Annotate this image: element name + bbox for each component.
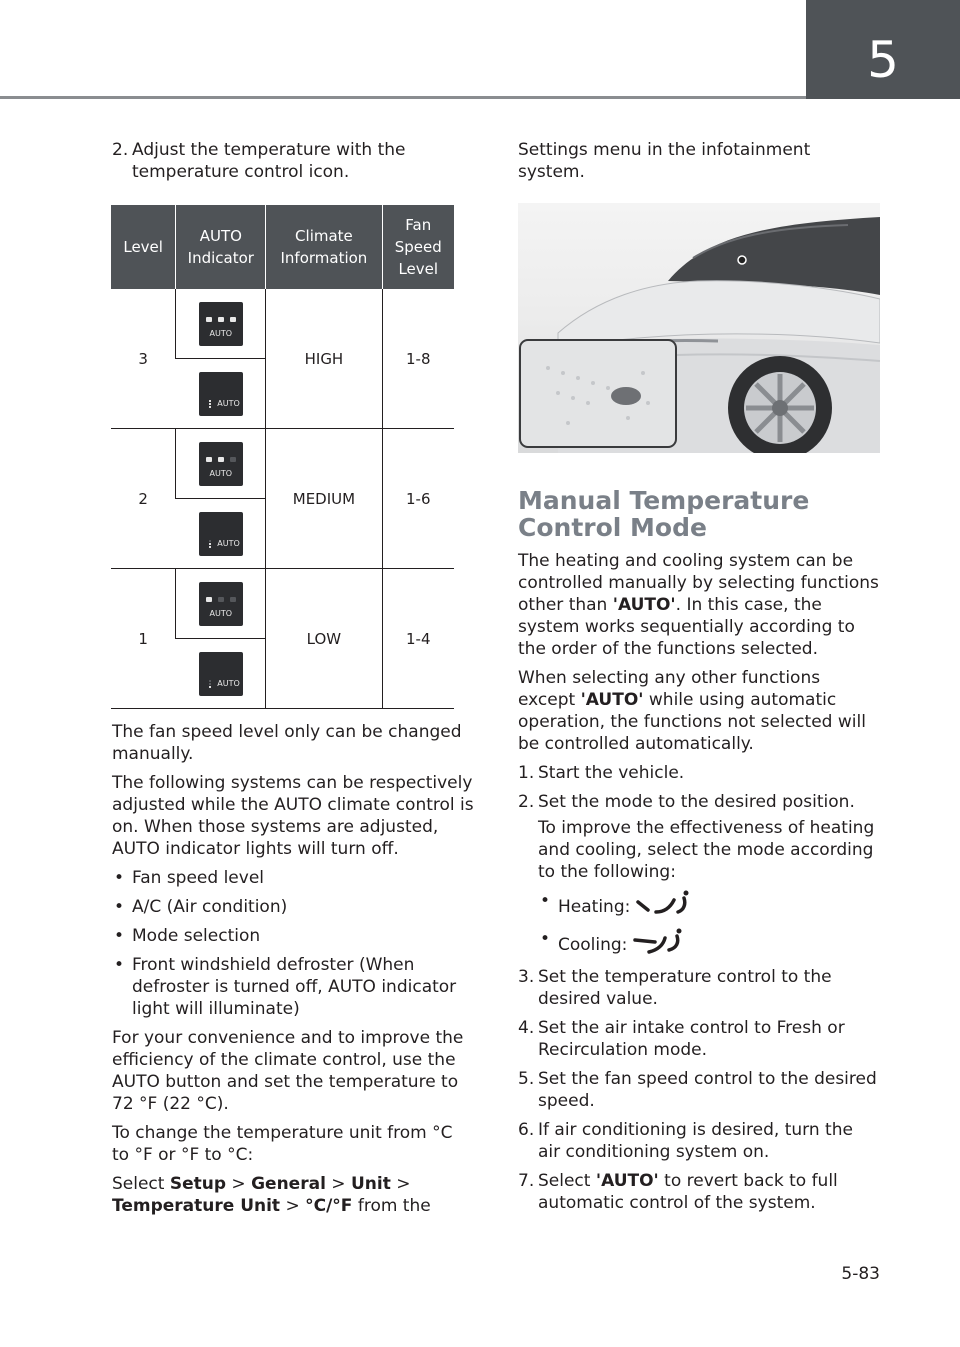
chapter-tab [806,0,960,99]
list-item: • Mode selection [114,926,261,946]
step-7: 7. Select 'AUTO' to revert back to full automatic control of the system. [518,1171,838,1213]
list-item: • A/C (Air condition) [114,897,288,917]
temperature-unit-intro: To change the temperature unit from °C to °F or °F to °C: [112,1123,453,1165]
level-cell: 3 [111,289,176,429]
auto-indicator-cell [176,429,266,499]
temperature-unit-path: Select Setup > General > Unit > Temperature Unit > °C/°F from the [112,1174,431,1216]
step-1: 1. Start the vehicle. [518,763,685,783]
auto-indicator-cell [176,289,266,359]
auto-indicator-label: AUTO [209,608,233,618]
chapter-number: 5 [867,31,899,89]
auto-indicator-cell [176,639,266,709]
step-3: 3. Set the temperature control to the desired value. [518,967,832,1009]
fan-speed-cell: 1-6 [382,429,454,569]
header-fan-speed-level: Fan Speed Level [382,205,454,289]
header-rule [0,96,806,99]
cooling-mode-icon [631,928,687,956]
step-2-detail: To improve the effectiveness of heating and cooling, select the mode according to the following: [538,818,875,882]
auto-indicator-level-1-icon [199,582,243,626]
car-sensor-illustration [518,203,880,453]
step-4: 4. Set the air intake control to Fresh or Recirculation mode. [518,1018,845,1060]
fan-speed-note: The fan speed level only can be changed manually. [112,722,462,764]
climate-cell: MEDIUM [266,429,382,569]
heating-mode: • Heating: • Cooling: [518,890,880,956]
table-row [111,429,454,499]
auto-indicator-level-1-alt-icon [199,652,243,696]
car-front-icon [518,203,880,453]
list-item: • Fan speed level [114,868,264,888]
level-cell: 1 [111,569,176,709]
fan-speed-cell: 1-8 [382,289,454,429]
auto-indicator-label: AUTO [217,678,240,688]
manual-mode-note: When selecting any other functions except 'AUTO' while using automatic operation, the functions not selected will be controlled automatically. [518,668,866,754]
auto-indicator-cell [176,499,266,569]
section-title: Manual Temperature Control Mode [518,486,810,542]
step-2-temperature [112,139,474,183]
step-text: Adjust the temperature with the temperature control icon. [132,140,406,182]
auto-indicator-label: AUTO [209,468,233,478]
table-row [111,569,454,639]
heating-mode-icon [634,890,694,918]
step-number: 2. [112,140,129,160]
left-column [112,139,474,1224]
step-6: 6. If air conditioning is desired, turn the air conditioning system on. [518,1120,853,1162]
step-2: 2. Set the mode to the desired position. [518,792,855,812]
auto-indicator-level-2-icon [199,442,243,486]
table-row [111,289,454,359]
header-level: Level [111,205,176,289]
climate-cell: HIGH [266,289,382,429]
auto-indicator-cell [176,569,266,639]
adjustable-systems-intro: The following systems can be respectively adjusted while the AUTO climate control is on. When those systems are adjusted, AUTO indicator lights will turn off. [112,773,474,859]
page-number: 5-83 [841,1264,880,1284]
auto-indicator-level-2-alt-icon [199,512,243,556]
settings-menu-continued: Settings menu in the infotainment system. [518,140,811,182]
header-auto-indicator: AUTO Indicator [176,205,266,289]
auto-indicator-label: AUTO [209,328,233,338]
fan-speed-cell: 1-4 [382,569,454,709]
auto-level-table [111,205,454,709]
convenience-note: For your convenience and to improve the efficiency of the climate control, use the AUTO button and set the temperature to 72 °F (22 °C). [112,1028,464,1114]
step-5: 5. Set the fan speed control to the desired speed. [518,1069,877,1111]
auto-indicator-level-3-icon [199,302,243,346]
climate-cell: LOW [266,569,382,709]
auto-indicator-label: AUTO [217,538,240,548]
header-climate-information: Climate Information [266,205,382,289]
right-column [518,139,880,1221]
list-item: • Front windshield defroster (When defroster is turned off, AUTO indicator light will illuminate) [114,955,457,1019]
auto-indicator-cell [176,359,266,429]
auto-indicator-label: AUTO [217,398,240,408]
level-cell: 2 [111,429,176,569]
auto-indicator-level-3-alt-icon [199,372,243,416]
manual-mode-intro: The heating and cooling system can be controlled manually by selecting functions other than 'AUTO'. In this case, the system works sequentially according to the order of the functions selected. [518,551,879,659]
